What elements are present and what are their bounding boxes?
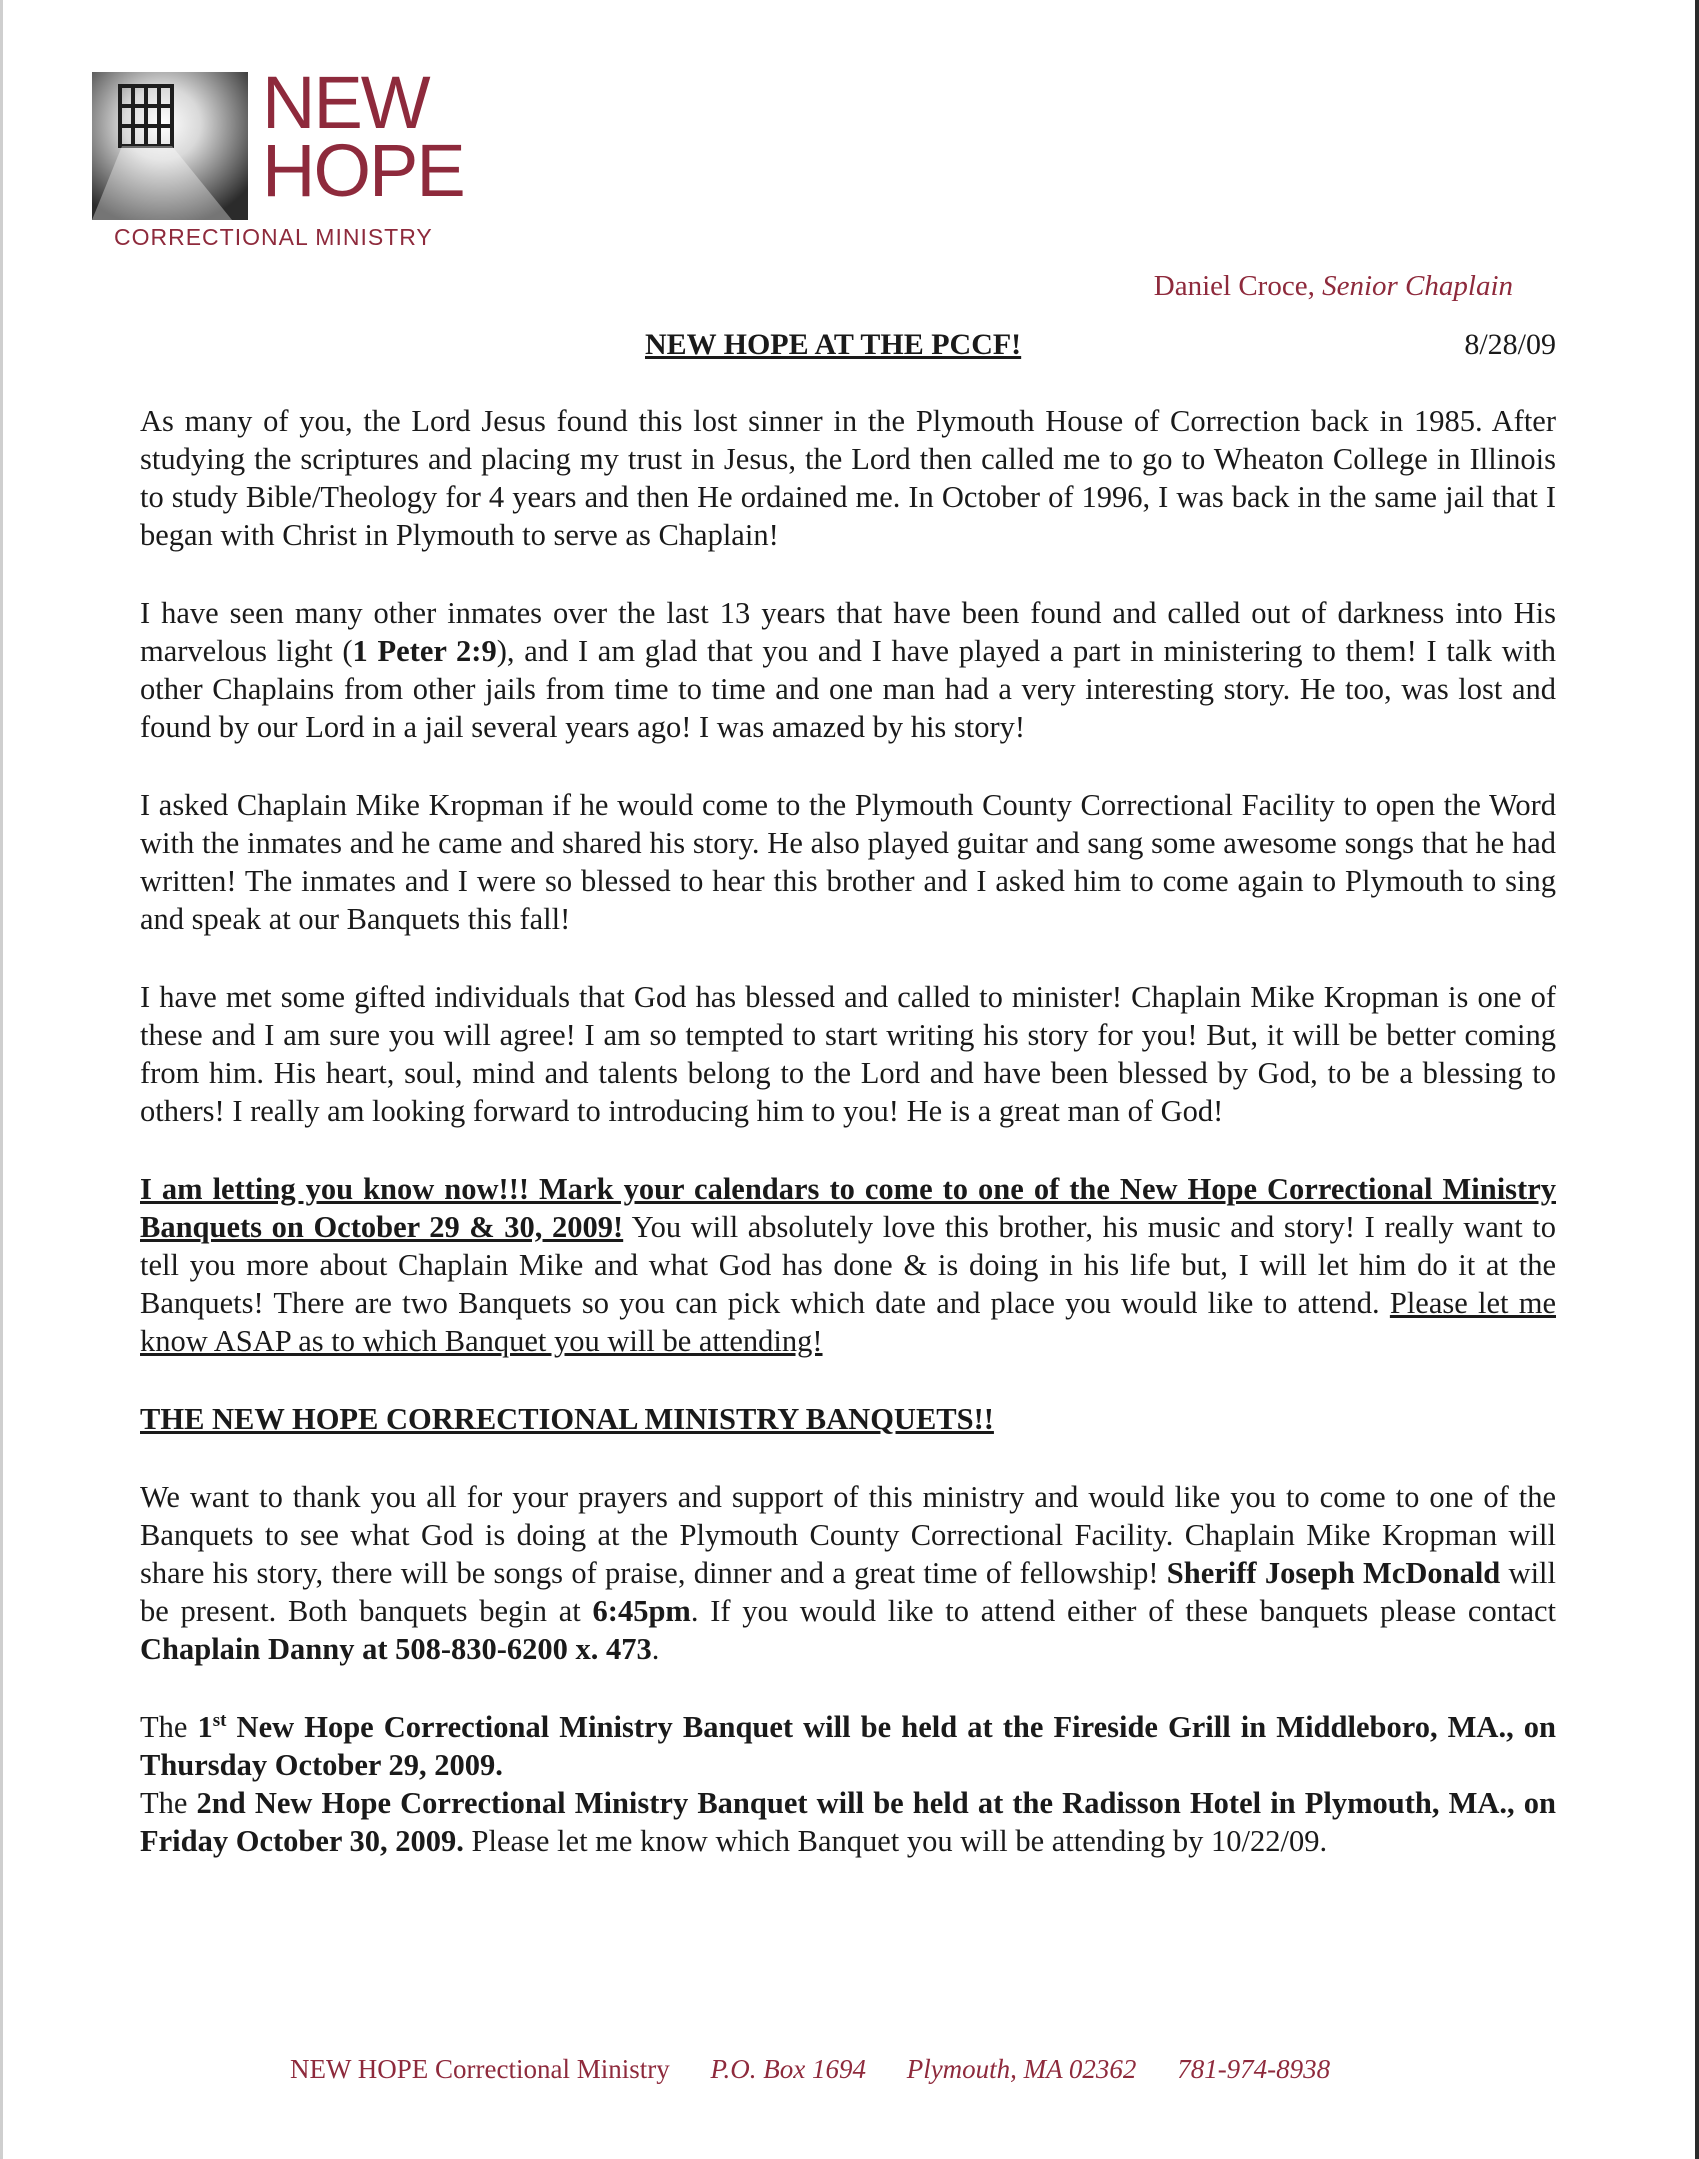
p7-number: 1 — [197, 1710, 213, 1744]
p7-the: The — [140, 1710, 198, 1744]
p6-text-c: . If you would like to attend either of these banquets please contact — [690, 1594, 1556, 1628]
paragraph-banquet-details — [140, 1478, 1556, 1668]
jail-window-logo-icon — [92, 72, 248, 220]
footer-city: Plymouth, MA 02362 — [906, 2054, 1137, 2084]
rsvp-request: Please let me know ASAP as to which Banquet you will be attending! — [140, 1286, 1556, 1358]
paragraph-kropman-visit: I asked Chaplain Mike Kropman if he would come to the Plymouth County Correctional Facility to open the Word with the inmates and he came and shared his story. He also played guitar and sang some awesome songs that he had written! The inmates and I were so blessed to hear this brother and I asked him to come again to Plymouth to sing and speak at our Banquets this fall! — [140, 788, 1556, 936]
p6-text-b: will be present. Both banquets begin at — [140, 1556, 1557, 1628]
letter-title: NEW HOPE AT THE PCCF! — [645, 328, 1022, 361]
letter-body — [140, 402, 1556, 1900]
logo-new-text: NEW — [262, 61, 429, 144]
paragraph-inmates — [140, 594, 1556, 746]
footer-phone: 781-974-8938 — [1177, 2054, 1331, 2084]
paragraph-gifted: I have met some gifted individuals that God has blessed and called to minister! Chaplain Mike Kropman is one of these and I am sure you will agree! I am so tempted to start writing his story for you! But, it will be better coming from him. His heart, soul, mind and talents belong to the Lord and have been blessed by God, to be a blessing to others! I really am looking forward to introducing him to you! He is a great man of God! — [140, 980, 1556, 1128]
p8-text: Please let me know which Banquet you will be attending by 10/22/09. — [463, 1824, 1328, 1858]
paragraph-announcement — [140, 1170, 1556, 1360]
letterhead-footer — [290, 2054, 1440, 2085]
footer-org: NEW HOPE Correctional Ministry — [290, 2054, 670, 2084]
p2-text-b: ), and I am glad that you and I have played a part in ministering to them! I talk with other Chaplains from other jails from time to time and one man had a very interesting story. He too, was lost and found by our Lord in a jail several years ago! I was amazed by his story! — [140, 634, 1556, 744]
page-edge-right — [1695, 0, 1699, 2159]
p2-text-a: I have seen many other inmates over the last 13 years that have been found and called out of darkness into His marvelous light ( — [140, 596, 1556, 668]
letter-date: 8/28/09 — [1464, 328, 1556, 361]
sheriff-name: Sheriff Joseph McDonald — [1166, 1556, 1501, 1590]
p6-text-a: We want to thank you all for your prayers and support of this ministry and would like you to come to one of the Banquets to see what God is doing at the Plymouth County Correctional Facility. Chaplain Mike Kropman will share his story, there will be songs of praise, dinner and a great time of fellowship! — [140, 1480, 1556, 1590]
footer-po-box: P.O. Box 1694 — [710, 2054, 866, 2084]
p7-bold-text: New Hope Correctional Ministry Banquet will be held at the Fireside Grill in Middleboro, MA., on Thursday October 29, 2009. — [140, 1710, 1556, 1782]
p8-the: The — [140, 1786, 197, 1820]
logo-hope-text: HOPE — [262, 129, 464, 212]
p7-superscript: st — [212, 1709, 227, 1731]
section-heading-banquets: THE NEW HOPE CORRECTIONAL MINISTRY BANQUETS!! — [140, 1402, 994, 1436]
chaplain-signature-line — [1154, 270, 1513, 303]
p8-bold-text: 2nd New Hope Correctional Ministry Banquet will be held at the Radisson Hotel in Plymouth, MA., on Friday October 30, 2009. — [140, 1786, 1556, 1858]
p7-ordinal — [140, 1710, 1556, 1782]
announcement-bold: I am letting you know now!!! Mark your calendars to come to one of the New Hope Correctional Ministry Banquets on October 29 & 30, 2009! — [140, 1172, 1556, 1244]
paragraph-intro: As many of you, the Lord Jesus found this lost sinner in the Plymouth House of Correction back in 1985. After studying the scriptures and placing my trust in Jesus, the Lord then called me to go to Wheaton College in Illinois to study Bible/Theology for 4 years and then He ordained me. In October of 1996, I was back in the same jail that I began with Christ in Plymouth to serve as Chaplain! — [140, 404, 1556, 552]
chaplain-title: Senior Chaplain — [1322, 270, 1513, 302]
page-edge-left — [0, 0, 3, 2159]
heading-row — [140, 328, 1556, 368]
banquet-time: 6:45pm — [592, 1594, 691, 1628]
scripture-reference: 1 Peter 2:9 — [352, 634, 497, 668]
paragraph-first-banquet — [140, 1708, 1556, 1784]
logo-subtitle: CORRECTIONAL MINISTRY — [114, 224, 433, 250]
announcement-text: You will absolutely love this brother, his music and story! I really want to tell you more about Chaplain Mike and what God has done & is doing in his life but, I will let him do it at the Banquets! There are two Banquets so you can pick which date and place you would like to attend. — [140, 1210, 1556, 1320]
p6-text-d: . — [651, 1632, 660, 1666]
paragraph-second-banquet — [140, 1784, 1556, 1860]
new-hope-logo — [92, 61, 492, 264]
chaplain-name: Daniel Croce, — [1153, 270, 1323, 302]
contact-info: Chaplain Danny at 508-830-6200 x. 473 — [140, 1632, 652, 1666]
